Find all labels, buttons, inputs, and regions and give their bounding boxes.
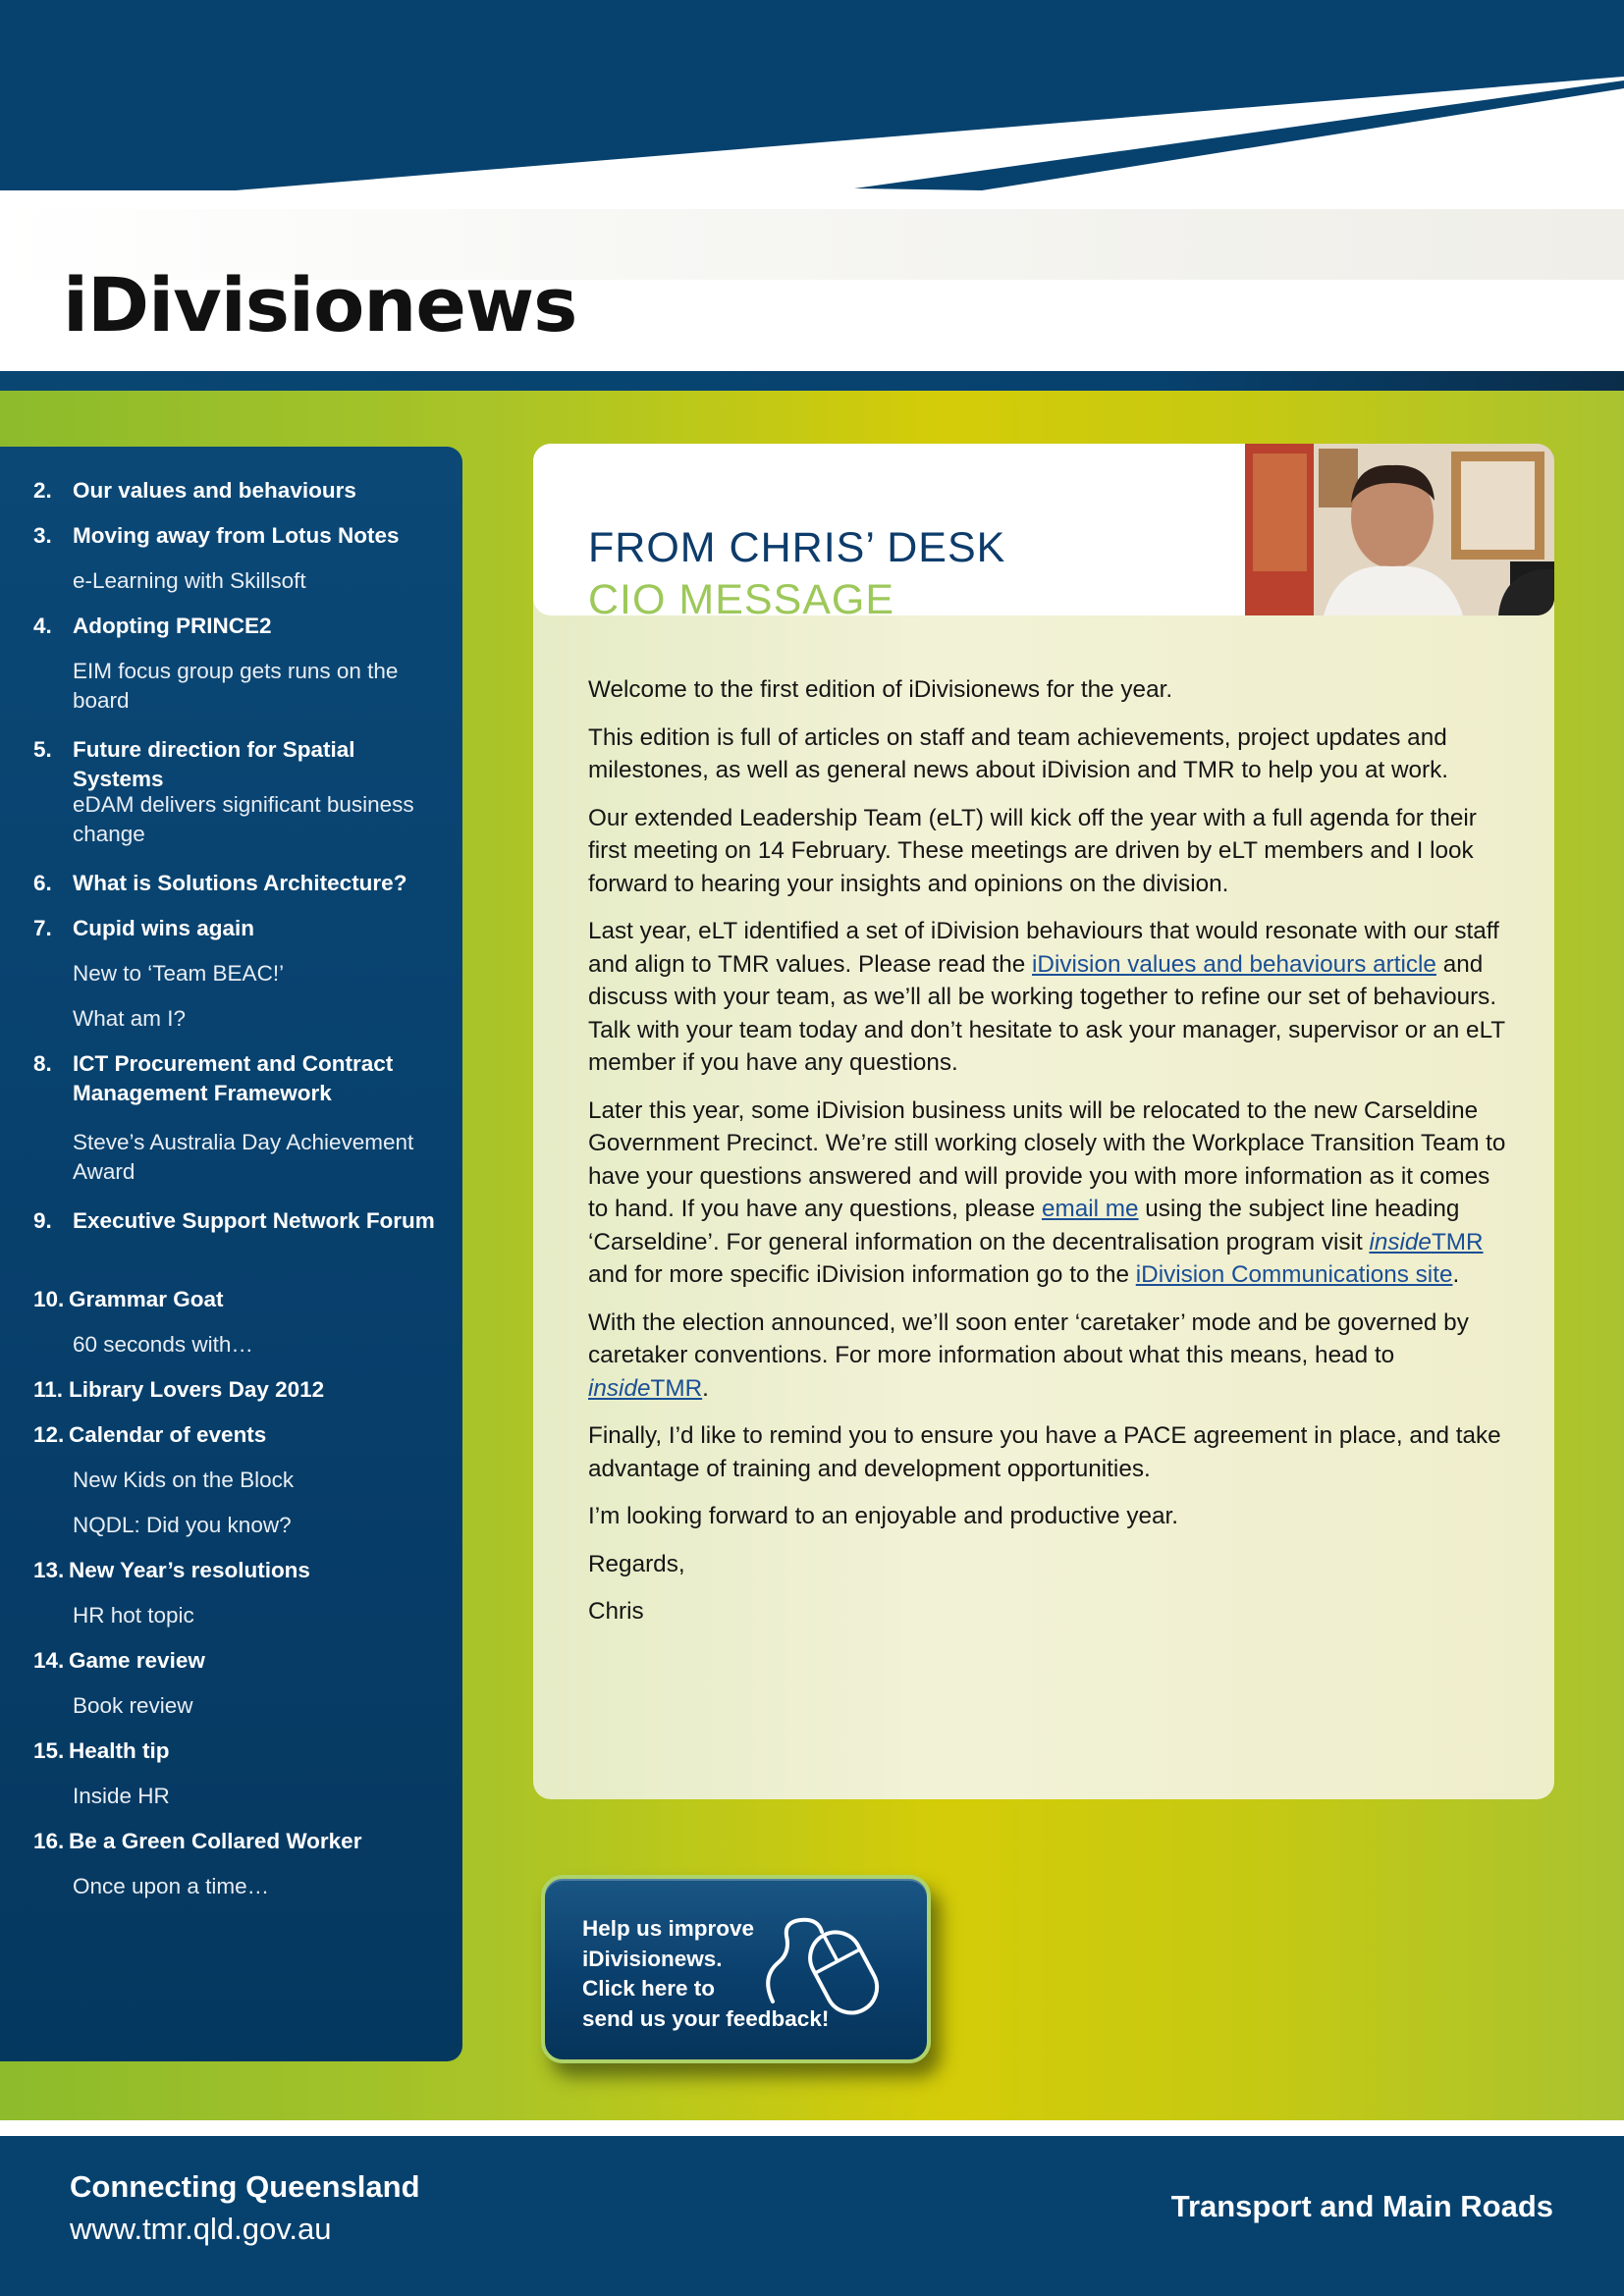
paragraph: [588, 1095, 1511, 1292]
toc-item-label: Adopting PRINCE2: [73, 614, 272, 638]
paragraph: This edition is full of articles on staff and team achievements, project updates and milestones, as well as general news about iDivision and TMR to help you at work.: [588, 723, 1449, 783]
toc-item-number: 9.: [33, 1208, 52, 1233]
footer-rule: [0, 2120, 1624, 2136]
toc-item-label: Game review: [69, 1648, 205, 1673]
paragraph-text: using the subject line heading ‘Carseldine’. For general information on the decentralisation program visit: [588, 1196, 1460, 1255]
toc-item-label: eDAM delivers significant business change: [73, 792, 414, 846]
link-italic: inside: [1369, 1228, 1432, 1255]
toc-item-number: 10.: [33, 1287, 65, 1311]
toc-item-number: 6.: [33, 871, 52, 895]
paragraph: Finally, I’d like to remind you to ensure you have a PACE agreement in place, and take advantage of training and development opportunities.: [588, 1422, 1501, 1482]
paragraph: Our extended Leadership Team (eLT) will kick off the year with a full agenda for their first meeting on 14 February. These meetings are driven by eLT members and I look forward to hearing your insights and opinions on the division.: [588, 804, 1477, 897]
toc-item-number: 16.: [33, 1829, 65, 1853]
toc-item-label: New to ‘Team BEAC!’: [73, 961, 285, 986]
portrait-image: [1245, 444, 1554, 615]
toc-item-label: NQDL: Did you know?: [73, 1513, 292, 1537]
footer-url[interactable]: www.tmr.qld.gov.au: [70, 2212, 332, 2246]
newsletter-title: iDivisionews: [63, 261, 577, 348]
toc-item-label: Health tip: [69, 1738, 170, 1763]
toc-item-label: Moving away from Lotus Notes: [73, 523, 400, 548]
toc-item-label: HR hot topic: [73, 1603, 194, 1628]
toc-item-number: 11.: [33, 1377, 64, 1402]
toc-item-label: Be a Green Collared Worker: [69, 1829, 362, 1853]
toc-item-label: EIM focus group gets runs on the board: [73, 659, 399, 713]
toc-item-label: Calendar of events: [69, 1422, 267, 1447]
link-text: TMR: [650, 1374, 703, 1402]
values-article-link[interactable]: iDivision values and behaviours article: [1032, 950, 1436, 978]
toc-item-label: Our values and behaviours: [73, 478, 356, 503]
paragraph: [588, 915, 1511, 1080]
article-subkicker: CIO MESSAGE: [588, 576, 895, 623]
feedback-button[interactable]: [541, 1875, 931, 2063]
signature-name: Chris: [588, 1598, 644, 1625]
paragraph-text: With the election announced, we’ll soon enter ‘caretaker’ mode and be governed by caretaker conventions. For more information about what this means, head to: [588, 1308, 1469, 1368]
paragraph: Welcome to the first edition of iDivisionews for the year.: [588, 676, 1173, 703]
paragraph-text: and discuss with your team, as we’ll all be working together to refine our set of behaviours. Talk with your team today and don’t hesitate to ask your manager, supervisor or an eLT member if you have any questions.: [588, 950, 1505, 1076]
paragraph-text: .: [1452, 1261, 1460, 1288]
toc-item-label: Once upon a time…: [73, 1874, 270, 1898]
communications-site-link[interactable]: iDivision Communications site: [1135, 1261, 1453, 1288]
author-photo: [1245, 444, 1554, 615]
footer-department: Transport and Main Roads: [1170, 2189, 1553, 2223]
toc-item-number: 5.: [33, 737, 52, 762]
toc-item-label: New Kids on the Block: [73, 1468, 295, 1492]
toc-item-label: Grammar Goat: [69, 1287, 224, 1311]
toc-item-label: Book review: [73, 1693, 193, 1718]
toc-item-number: 15.: [33, 1738, 65, 1763]
computer-mouse-icon: [761, 1908, 908, 2036]
toc-item-number: 7.: [33, 916, 52, 940]
header-rule: [0, 371, 1624, 391]
toc-item-number: 14.: [33, 1648, 65, 1673]
footer-tagline: Connecting Queensland: [70, 2169, 420, 2204]
toc-item-number: 13.: [33, 1558, 65, 1582]
toc-item-number: 8.: [33, 1051, 52, 1076]
toc-item-label: Steve’s Australia Day Achievement Award: [73, 1130, 414, 1184]
toc-item-label: Library Lovers Day 2012: [69, 1377, 325, 1402]
toc-item-label: New Year’s resolutions: [69, 1558, 310, 1582]
sign-off: Regards,: [588, 1550, 685, 1577]
feedback-line: Help us improve: [582, 1916, 755, 1941]
header-swoosh: [0, 0, 1624, 190]
toc-item-label: Cupid wins again: [73, 916, 255, 940]
toc-item-label: e-Learning with Skillsoft: [73, 568, 306, 593]
feedback-line: Click here to: [582, 1976, 716, 2001]
toc-item-number: 4.: [33, 614, 52, 638]
article-body: [588, 673, 1511, 1643]
paragraph: [588, 1307, 1511, 1406]
inside-tmr-link-2[interactable]: [588, 1375, 702, 1402]
feedback-line: send us your feedback!: [582, 2005, 830, 2031]
toc-item-number: 2.: [33, 478, 52, 503]
email-me-link[interactable]: email me: [1041, 1196, 1139, 1222]
link-italic: inside: [588, 1374, 651, 1402]
link-text: TMR: [1431, 1228, 1484, 1255]
inside-tmr-link[interactable]: [1369, 1229, 1483, 1255]
paragraph-text: .: [702, 1374, 709, 1402]
toc-item-label: What is Solutions Architecture?: [73, 871, 407, 895]
toc-item-number: 3.: [33, 523, 52, 548]
paragraph-text: Last year, eLT identified a set of iDivision behaviours that would resonate with our staff and align to TMR values. Please read the: [588, 918, 1499, 978]
paragraph: I’m looking forward to an enjoyable and productive year.: [588, 1503, 1179, 1529]
table-of-contents: [0, 447, 462, 2061]
article-kicker: FROM CHRIS’ DESK: [588, 524, 1006, 571]
paragraph-text: and for more specific iDivision information go to the: [588, 1261, 1136, 1288]
toc-item-label: Future direction for Spatial Systems: [73, 737, 355, 791]
toc-item-number: 12.: [33, 1422, 65, 1447]
toc-item-label: ICT Procurement and Contract Management Framework: [73, 1051, 394, 1105]
toc-item-label: 60 seconds with…: [73, 1332, 253, 1357]
toc-item-label: What am I?: [73, 1006, 187, 1031]
paragraph-text: Later this year, some iDivision business units will be relocated to the new Carseldine Government Precinct. We’re still working closely with the Workplace Transition Team to have your questions answered and will provide you with more information as it comes to hand. If you have any questions, please: [588, 1096, 1506, 1222]
feedback-line: iDivisionews.: [582, 1946, 723, 1971]
header-band: [0, 0, 1624, 190]
toc-item-label: Executive Support Network Forum: [73, 1208, 435, 1233]
toc-item-label: Inside HR: [73, 1784, 170, 1808]
